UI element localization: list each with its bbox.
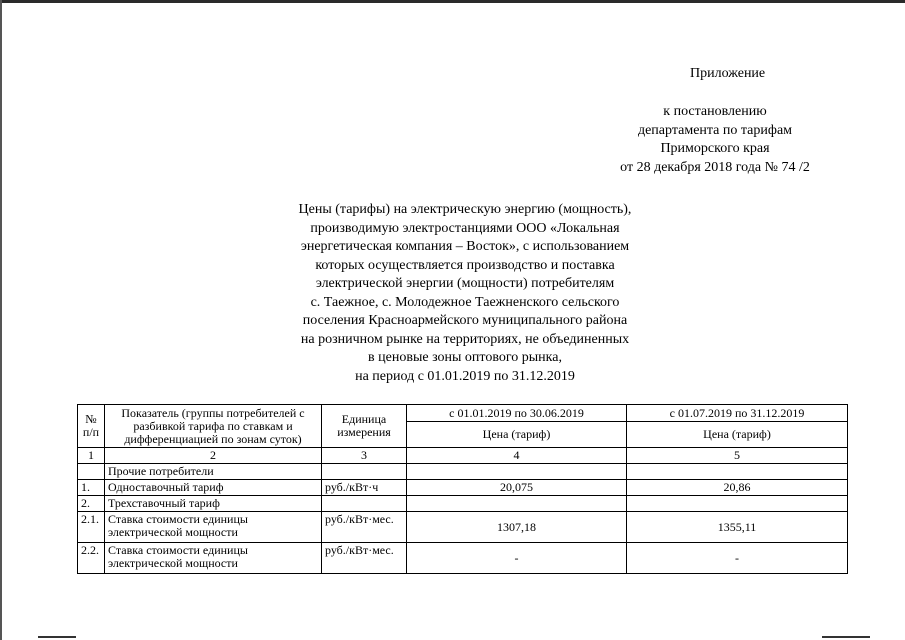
resolution-line: от 28 декабря 2018 года № 74 /2 xyxy=(620,159,810,175)
title-line: поселения Красноармейского муниципального района xyxy=(302,313,628,328)
row-name: Трехставочный тариф xyxy=(105,496,322,512)
tariff-table xyxy=(77,404,848,574)
row-name: Ставка стоимости единицы электрической мощности xyxy=(105,543,322,574)
resolution-line: Приморского края xyxy=(660,141,770,156)
column-number-row xyxy=(78,448,848,464)
row-num: 1. xyxy=(78,480,105,496)
title-line: электрической энергии (мощности) потребителям xyxy=(315,276,615,291)
row-unit: руб./кВт·мес. xyxy=(322,543,407,574)
row-name: Ставка стоимости единицы электрической мощности xyxy=(105,512,322,543)
row-num: 2. xyxy=(78,496,105,512)
col-number: 4 xyxy=(407,448,627,464)
document-title xyxy=(250,201,680,386)
group-row xyxy=(78,464,848,480)
header-period-1: с 01.01.2019 по 30.06.2019 xyxy=(407,405,627,422)
row-unit: руб./кВт·мес. xyxy=(322,512,407,543)
row-num: 2.1. xyxy=(78,512,105,543)
header-price-1: Цена (тариф) xyxy=(407,422,627,448)
col-number: 1 xyxy=(78,448,105,464)
col-number: 2 xyxy=(105,448,322,464)
table-row xyxy=(78,480,848,496)
row-name: Одноставочный тариф xyxy=(105,480,322,496)
resolution-line: департамента по тарифам xyxy=(637,122,793,138)
title-line: Цены (тарифы) на электрическую энергию (мощность), xyxy=(298,202,632,217)
row-num: 2.2. xyxy=(78,543,105,574)
col-number: 5 xyxy=(627,448,848,464)
row-price-1 xyxy=(407,496,627,512)
title-line: на период с 01.01.2019 по 31.12.2019 xyxy=(355,368,575,384)
scan-edge-left xyxy=(0,0,2,640)
resolution-reference xyxy=(600,103,830,177)
row-unit: руб./кВт·ч xyxy=(322,480,407,496)
table-row xyxy=(78,543,848,574)
header-price-2: Цена (тариф) xyxy=(627,422,848,448)
header-num: № п/п xyxy=(78,405,105,448)
row-price-1: - xyxy=(407,543,627,574)
row-price-1: 1307,18 xyxy=(407,512,627,543)
group-label: Прочие потребители xyxy=(105,464,322,480)
table-header-row xyxy=(78,405,848,422)
row-price-1: 20,075 xyxy=(407,480,627,496)
resolution-line: к постановлению xyxy=(663,104,767,119)
table-row xyxy=(78,512,848,543)
col-number: 3 xyxy=(322,448,407,464)
row-price-2 xyxy=(627,496,848,512)
title-line: с. Таежное, с. Молодежное Таежненского сельского xyxy=(310,294,620,310)
header-indicator: Показатель (группы потребителей с разбивкой тарифа по ставкам и дифференциацией по зонам суток) xyxy=(105,405,322,448)
title-line: на розничном рынке на территориях, не объединенных xyxy=(300,331,630,347)
scan-edge-top xyxy=(0,0,905,3)
row-price-2: 1355,11 xyxy=(627,512,848,543)
footer-rule-left xyxy=(38,636,76,638)
row-unit xyxy=(322,496,407,512)
header-unit: Единица измерения xyxy=(322,405,407,448)
title-line: в ценовые зоны оптового рынка, xyxy=(368,350,562,365)
row-price-2: - xyxy=(627,543,848,574)
title-line: производимую электростанциями ООО «Локальная xyxy=(310,220,620,236)
header-period-2: с 01.07.2019 по 31.12.2019 xyxy=(627,405,848,422)
table-row xyxy=(78,496,848,512)
row-price-2: 20,86 xyxy=(627,480,848,496)
title-line: которых осуществляется производство и поставка xyxy=(315,257,615,273)
footer-rule-right xyxy=(822,636,870,638)
title-line: энергетическая компания – Восток», с использованием xyxy=(300,239,630,254)
appendix-label: Приложение xyxy=(690,66,766,81)
